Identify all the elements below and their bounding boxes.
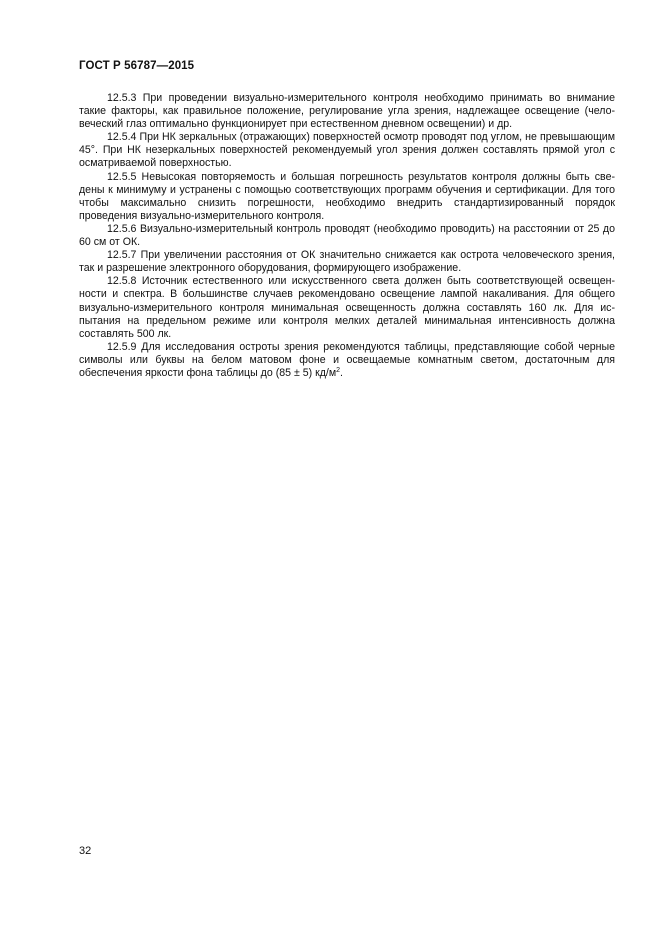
- paragraph-12-5-6: 12.5.6 Визуально-измерительный контроль проводят (необходимо проводить) на расстоянии от 25 до 60 см от ОК.: [79, 222, 615, 249]
- paragraph-12-5-3: 12.5.3 При проведении визуально-измерительного контроля необходимо принимать во внимание такие факторы, как правильное положение, регулирование угла зрения, надлежащее освещение (человеческий глаз оптимально функционирует при естественном дневном освещении) и др.: [79, 92, 615, 131]
- document-body: [79, 92, 615, 380]
- paragraph-12-5-7: 12.5.7 При увеличении расстояния от ОК значительно снижается как острота человеческого зрения, так и разрешение электронного оборудования, формирующего изображение.: [79, 249, 615, 275]
- page-number: 32: [79, 845, 92, 857]
- paragraph-12-5-5: 12.5.5 Невысокая повторяемость и большая погрешность результатов контроля должны быть сведены к минимуму и устранены с помощью соответствующих программ обучения и сертификации. Для того чтобы максимально снизить погрешности, необходимо внедрить стандартизированный порядок проведения визуально-измерительного контроля.: [79, 170, 615, 222]
- paragraph-12-5-8: 12.5.8 Источник естественного или искусственного света должен быть соответствующей освещенности и спектра. В большинстве случаев рекомендовано освещение лампой накаливания. Для общего визуально-измерительного контроля минимальная освещенность должна составлять 160 лк. Для испытания на предельном режиме или контроля мелких деталей минимальная интенсивность должна составлять 500 лк.: [79, 275, 615, 340]
- document-header: [79, 60, 194, 72]
- paragraph-12-5-9: [79, 341, 615, 380]
- paragraph-12-5-4: 12.5.4 При НК зеркальных (отражающих) поверхностей осмотр проводят под углом, не превышающим 45°. При НК незеркальных поверхностей рекомендуемый угол зрения должен составлять прямой угол с осматриваемой поверхностью.: [79, 131, 615, 170]
- paragraph-12-5-9-end: .: [340, 366, 343, 379]
- unit-superscript: 2: [336, 366, 341, 374]
- paragraph-12-5-9-text: 12.5.9 Для исследования остроты зрения рекомендуются таблицы, представляющие собой черные символы или буквы на белом матовом фоне и освещаемые комнатным светом, достаточным для обеспечения яркости фона таблицы до (85 ± 5) кд/м: [79, 340, 615, 379]
- standard-designation: ГОСТ Р 56787—2015: [79, 60, 195, 72]
